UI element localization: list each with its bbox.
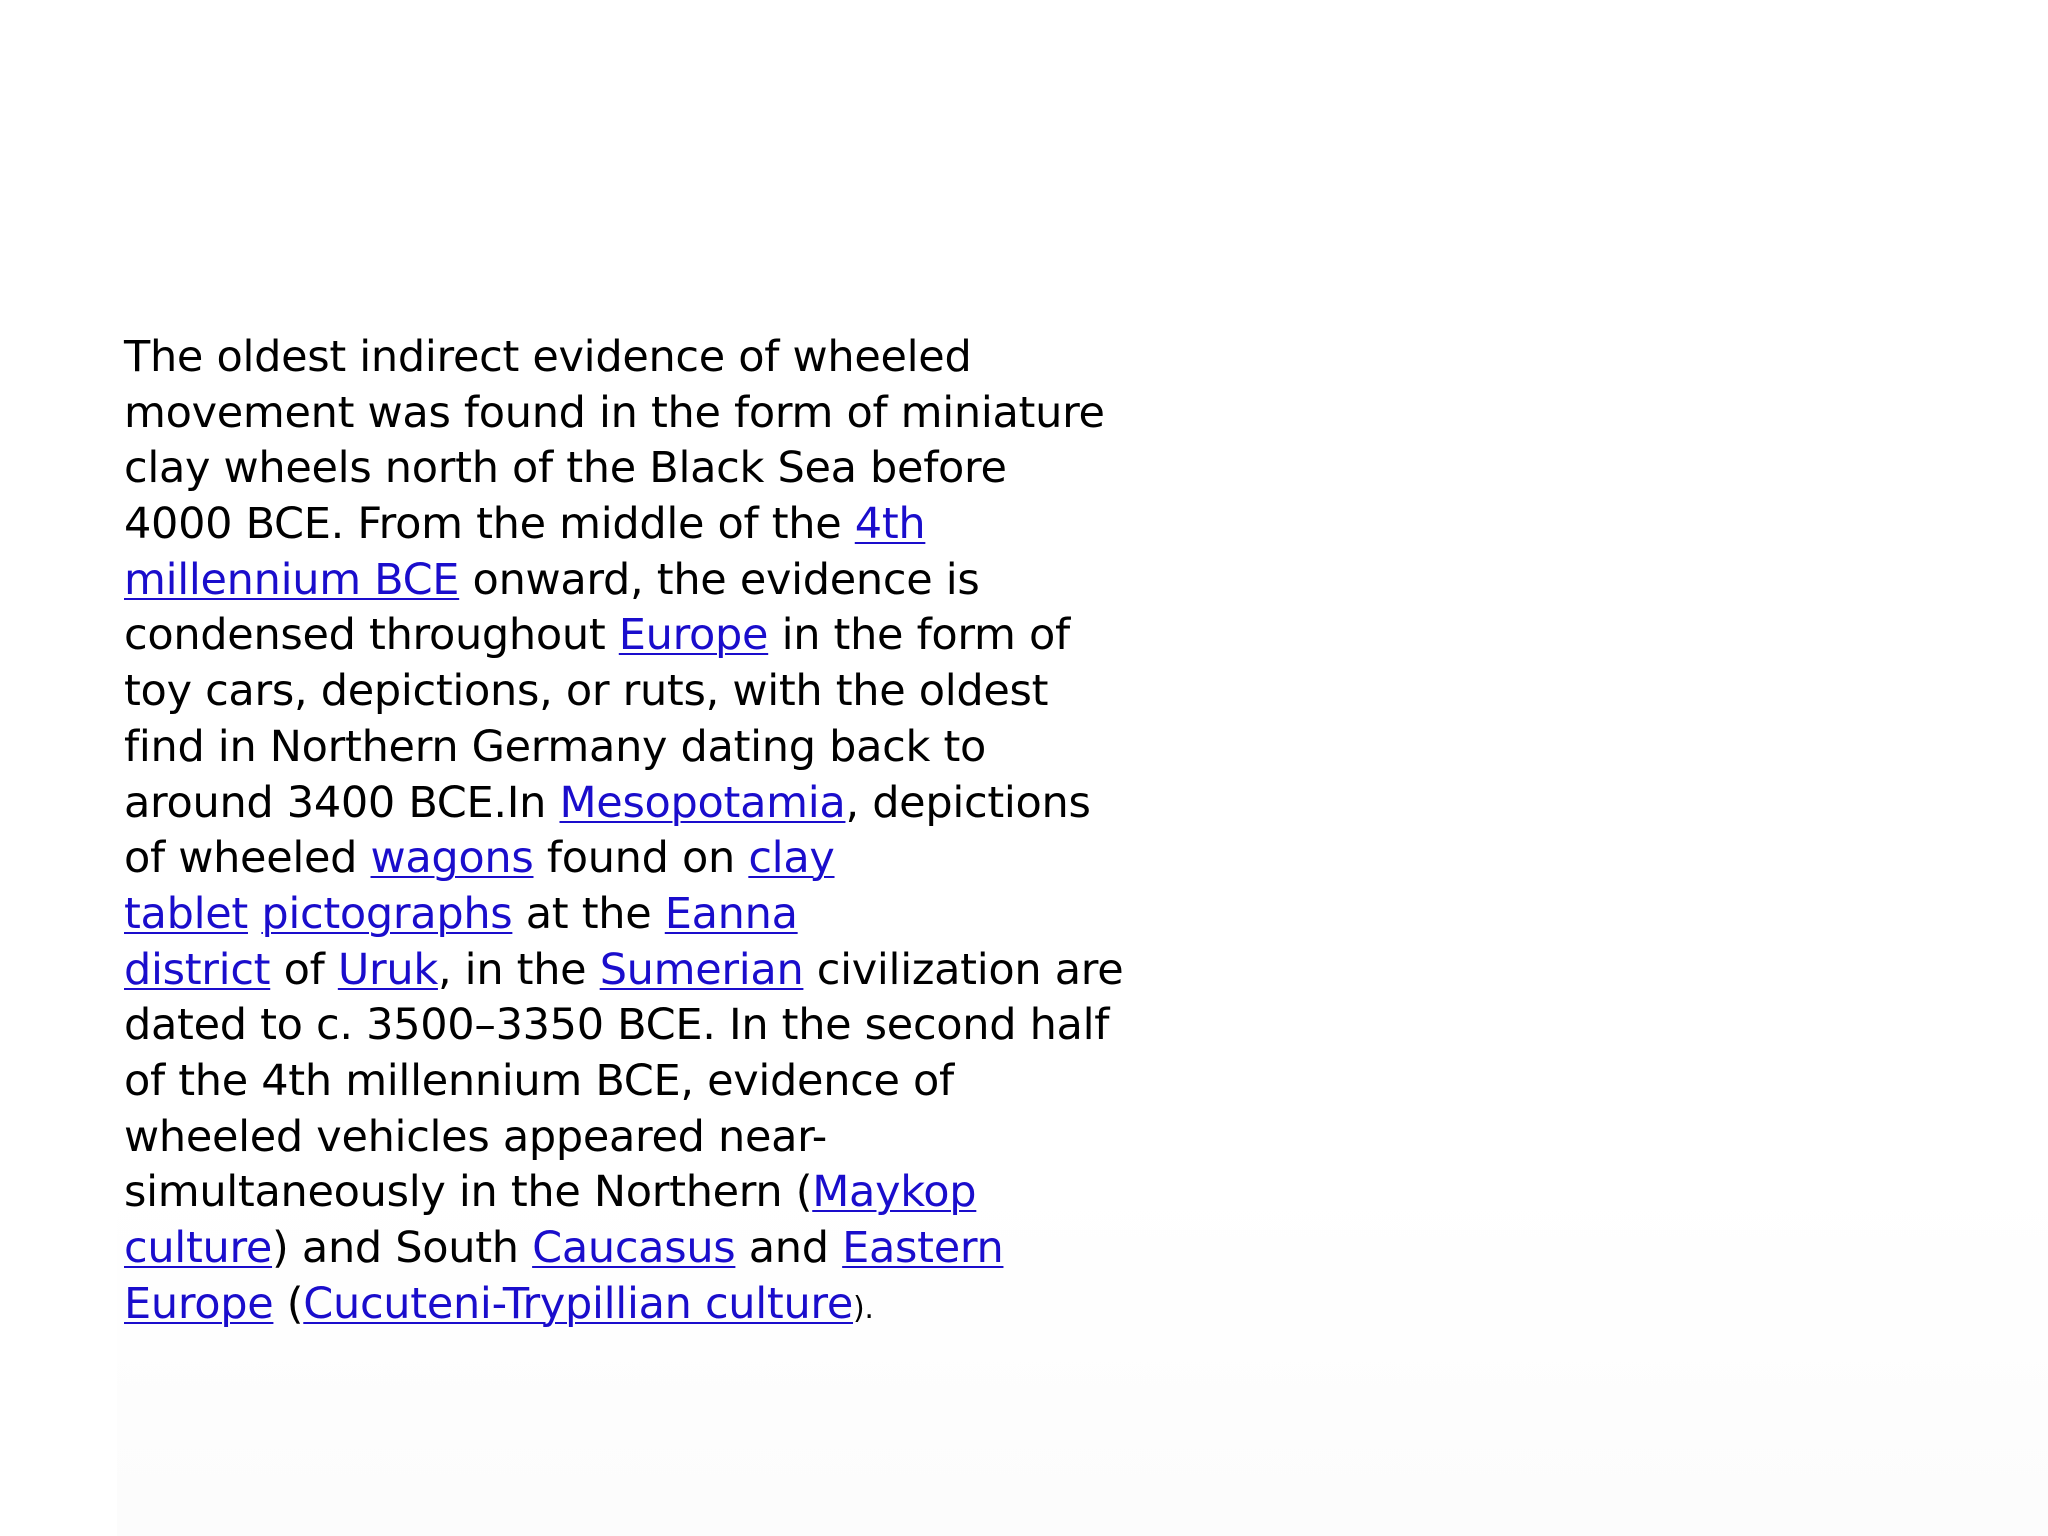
slide-body-text [124, 330, 1204, 1332]
inline-link[interactable]: Eastern [842, 1223, 1004, 1273]
text-line [124, 887, 1204, 943]
inline-link[interactable]: 4th [854, 499, 926, 550]
inline-link[interactable]: culture [124, 1223, 273, 1273]
text-line [124, 441, 1204, 497]
body-text: toy cars, depictions, or ruts, with the oldest [124, 666, 1049, 717]
body-text: of wheeled [124, 833, 371, 884]
body-text: around 3400 BCE.In [124, 777, 560, 828]
text-line [124, 1221, 1204, 1277]
text-line [124, 664, 1204, 720]
text-line [124, 943, 1204, 999]
inline-link[interactable]: Caucasus [532, 1223, 736, 1273]
inline-link[interactable]: Eanna [664, 888, 798, 939]
inline-link[interactable]: Uruk [337, 944, 438, 995]
body-text: civilization are [803, 944, 1124, 995]
body-text: find in Northern Germany dating back to [124, 721, 987, 772]
body-text [248, 889, 261, 939]
text-line [124, 1165, 1204, 1221]
body-text: , in the [437, 944, 600, 995]
inline-link[interactable]: pictographs [261, 888, 513, 939]
body-text: 4000 BCE. From the middle of the [124, 499, 855, 550]
text-line [124, 720, 1204, 776]
body-text: of the 4th millennium BCE, evidence of [124, 1055, 954, 1106]
text-line [124, 330, 1204, 386]
text-line [124, 553, 1204, 609]
inline-link[interactable]: tablet [124, 888, 248, 939]
inline-link[interactable]: Maykop [812, 1167, 977, 1218]
body-text: of [270, 944, 338, 995]
text-line [124, 608, 1204, 664]
inline-link[interactable]: Sumerian [599, 944, 804, 995]
body-text: wheeled vehicles appeared near- [124, 1111, 828, 1162]
body-text: The oldest indirect evidence of wheeled [124, 332, 972, 382]
text-line [124, 386, 1204, 442]
body-text: dated to c. 3500–3350 BCE. In the second half [124, 1000, 1110, 1051]
text-line [124, 1054, 1204, 1110]
inline-link[interactable]: millennium BCE [124, 554, 460, 605]
body-text: simultaneously in the Northern ( [124, 1167, 813, 1218]
body-text: and [735, 1223, 843, 1273]
body-text: movement was found in the form of miniature [124, 387, 1105, 438]
text-line [124, 497, 1204, 553]
text-line [124, 1110, 1204, 1166]
body-text: onward, the evidence is [459, 554, 980, 605]
body-text: clay wheels north of the Black Sea before [124, 443, 1007, 494]
inline-link[interactable]: Europe [124, 1278, 274, 1329]
body-text: ( [273, 1278, 304, 1329]
body-text: in the form of [768, 610, 1070, 661]
text-line [124, 831, 1204, 887]
body-text: found on [533, 833, 749, 884]
closing-punctuation: ). [853, 1290, 874, 1326]
inline-link[interactable]: Mesopotamia [559, 777, 846, 828]
body-text: at the [512, 888, 665, 939]
body-text: condensed throughout [124, 610, 619, 661]
text-line [124, 998, 1204, 1054]
text-line [124, 776, 1204, 832]
inline-link[interactable]: Europe [618, 610, 769, 661]
inline-link[interactable]: Cucuteni-Trypillian culture [303, 1278, 854, 1329]
text-line [124, 1277, 1204, 1333]
body-text: ) and South [272, 1223, 533, 1273]
inline-link[interactable]: wagons [370, 833, 534, 884]
body-text: , depictions [845, 777, 1091, 828]
inline-link[interactable]: district [124, 944, 271, 995]
inline-link[interactable]: clay [748, 833, 835, 884]
